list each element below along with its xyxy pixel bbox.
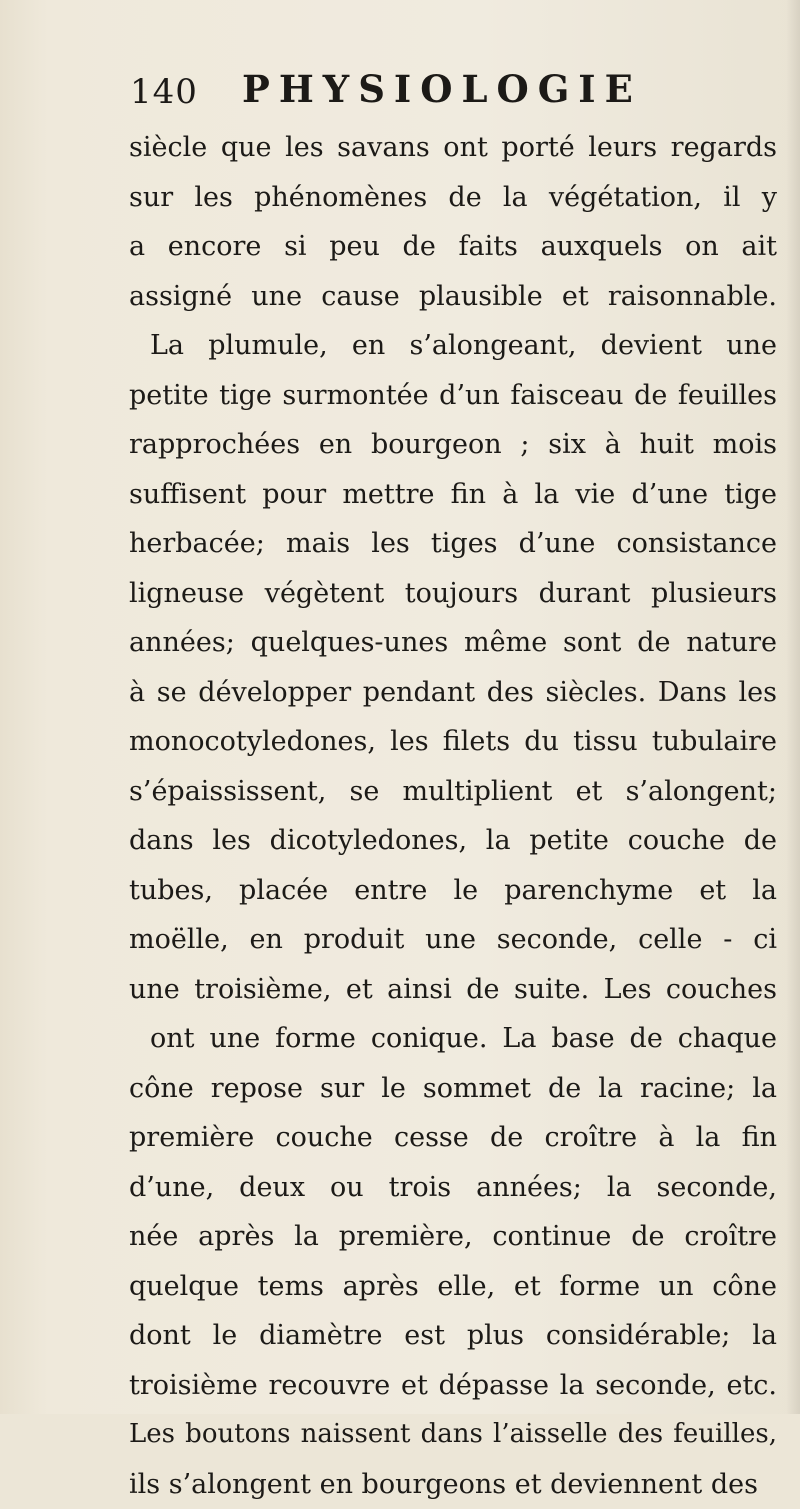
text-line: une troisième, et ainsi de suite. Les couches: [129, 965, 777, 1015]
body-text: [129, 123, 777, 1509]
page-edge-shadow: [786, 0, 800, 1414]
text-line: quelque tems après elle, et forme un cône: [129, 1262, 777, 1312]
text-line: première couche cesse de croître à la fin: [129, 1113, 777, 1163]
page-header: [130, 64, 770, 124]
text-line: Les boutons naissent dans l’aisselle des feuilles,: [129, 1410, 777, 1460]
text-line: tubes, placée entre le parenchyme et la: [129, 866, 777, 916]
text-line: ils s’alongent en bourgeons et deviennent des: [129, 1460, 777, 1509]
text-line: monocotyledones, les filets du tissu tubulaire: [129, 717, 777, 767]
text-line: d’une, deux ou trois années; la seconde,: [129, 1163, 777, 1213]
text-line: suffisent pour mettre fin à la vie d’une tige: [129, 470, 777, 520]
running-head: PHYSIOLOGIE: [242, 67, 642, 111]
text-line: née après la première, continue de croître: [129, 1212, 777, 1262]
text-line: petite tige surmontée d’un faisceau de feuilles: [129, 371, 777, 421]
text-line: ont une forme conique. La base de chaque: [129, 1014, 777, 1064]
text-line: s’épaississent, se multiplient et s’alongent;: [129, 767, 777, 817]
text-line: années; quelques-unes même sont de nature: [129, 618, 777, 668]
text-line: moëlle, en produit une seconde, celle - ci: [129, 915, 777, 965]
text-line: rapprochées en bourgeon ; six à huit mois: [129, 420, 777, 470]
text-line: cône repose sur le sommet de la racine; la: [129, 1064, 777, 1114]
text-line: assigné une cause plausible et raisonnable.: [129, 272, 777, 322]
text-line: troisième recouvre et dépasse la seconde, etc.: [129, 1361, 777, 1411]
text-line: a encore si peu de faits auxquels on ait: [129, 222, 777, 272]
text-line: à se développer pendant des siècles. Dans les: [129, 668, 777, 718]
text-line: siècle que les savans ont porté leurs regards: [129, 123, 777, 173]
text-line: ligneuse végètent toujours durant plusieurs: [129, 569, 777, 619]
page-number: 140: [130, 72, 198, 112]
text-line: dont le diamètre est plus considérable; la: [129, 1311, 777, 1361]
text-line: La plumule, en s’alongeant, devient une: [129, 321, 777, 371]
text-line: sur les phénomènes de la végétation, il y: [129, 173, 777, 223]
text-line: dans les dicotyledones, la petite couche de: [129, 816, 777, 866]
text-line: herbacée; mais les tiges d’une consistance: [129, 519, 777, 569]
